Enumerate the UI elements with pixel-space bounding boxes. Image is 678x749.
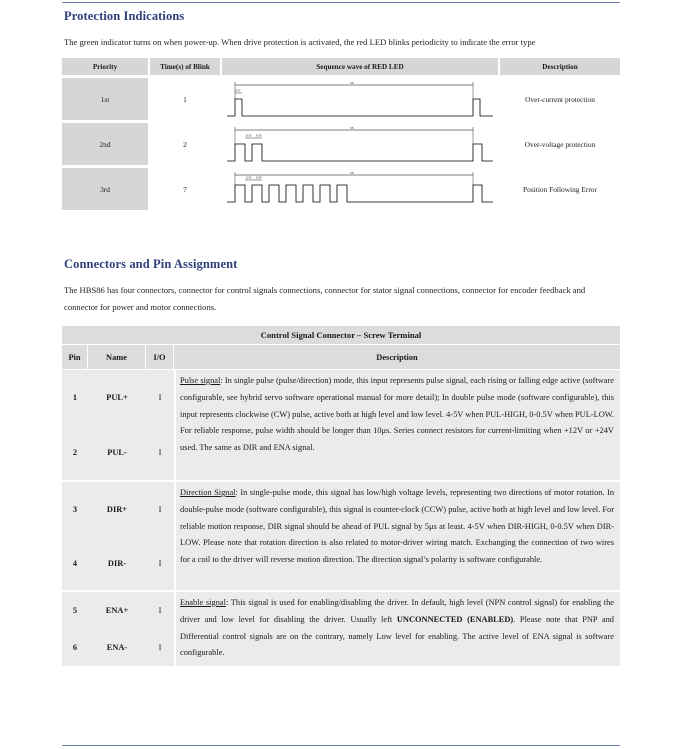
blinks-cell: 1: [150, 78, 222, 123]
pin-number: 6: [72, 643, 78, 652]
wave-pulse-label: 0.5S: [235, 88, 241, 93]
enable-unconnected-note: UNCONNECTED (ENABLED): [396, 614, 514, 624]
enable-signal-text: : This signal is used for enabling/disabling the driver. In default, high level (NPN control signal) for enabling the driver and low level for disabling the driver. Usually left: [180, 598, 614, 624]
direction-signal-group: [62, 482, 620, 590]
priority-cell: 2nd: [62, 123, 150, 168]
pin-io: I: [158, 558, 162, 568]
bottom-rule: [62, 745, 620, 746]
table-row: [62, 592, 174, 629]
pin-io: I: [158, 448, 162, 457]
wave-period-label: 5S: [350, 171, 354, 175]
pin-name: PUL-: [107, 448, 127, 457]
pin-number: 4: [72, 558, 78, 568]
wave-pulse-label: 0.5S: [246, 175, 252, 180]
pin-name: ENA+: [105, 606, 129, 615]
pulse-signal-label: Pulse signal: [180, 376, 221, 385]
header-io: I/O: [146, 345, 174, 369]
enable-signal-label: Enable signal: [180, 598, 226, 607]
description-cell: Position Following Error: [500, 168, 620, 213]
description-cell: Over-voltage protection: [500, 123, 620, 168]
direction-signal-text: : In single-pulse mode, this signal has low/high voltage levels, representing two directions of motor rotation. In double-pulse mode (software configurable), this signal is counter-clock (CCW) pulse, active both at high level and low level. For reliable motion response, DIR signal should be ahead of PUL signal by 5μs at least. 4-5V when DIR-HIGH, 0-0.5V when DIR-LOW. Please note that rotation direction is also related to motor-driver wiring match. Exchanging the connection of two wires for a coil to the driver will reverse motion direction. The direction signal’s polarity is software configurable.: [180, 488, 615, 565]
table-row: [62, 536, 174, 590]
header-description: Description: [500, 58, 620, 78]
pulse-description: [174, 370, 620, 480]
header-description: Description: [376, 352, 418, 362]
table-row: [62, 425, 174, 480]
wave-cell: [222, 168, 500, 213]
priority-cell: 3rd: [62, 168, 150, 213]
enable-signal-text-2: . Please note that PNP and Differential control signals are on the contrary, namely Low level for enabling. The active level of ENA signal is software configurable.: [180, 614, 614, 658]
table-row: [62, 370, 174, 425]
pin-name: DIR-: [107, 558, 127, 568]
header-blinks: Time(s) of Blink: [150, 58, 222, 78]
table-title: Control Signal Connector – Screw Terminal: [62, 326, 620, 344]
led-wave-2: [225, 124, 495, 164]
pin-io: I: [158, 393, 162, 402]
wave-pulse-label: 0.5S: [246, 133, 252, 138]
pin-number: 2: [72, 448, 78, 457]
table-row: [62, 629, 174, 666]
direction-description: [174, 482, 620, 590]
header-priority: Priority: [62, 58, 150, 78]
pin-number: 3: [72, 504, 78, 514]
control-signal-table: [62, 326, 620, 668]
protection-row: [62, 78, 620, 123]
pin-number: 1: [72, 393, 78, 402]
wave-period-label: 5S: [350, 81, 354, 85]
connectors-intro: The HBS86 has four connectors, connector for control signals connections, connector for stator signal connections, connector for encoder feedback and connector for power and motor connections.: [64, 285, 586, 312]
protection-table: [62, 58, 620, 213]
pulse-signal-group: [62, 370, 620, 480]
pin-io: I: [158, 643, 162, 652]
header-sequence: Sequence wave of RED LED: [222, 58, 500, 78]
enable-signal-group: [62, 592, 620, 666]
pin-name: DIR+: [106, 504, 128, 514]
direction-signal-label: Direction Signal: [180, 488, 236, 497]
table-row: [62, 482, 174, 536]
wave-pulse-label: 0.5S: [256, 175, 262, 180]
pulse-signal-text: : In single pulse (pulse/direction) mode, this input represents pulse signal, each rising or falling edge active (software configurable, see hybrid servo software operational manual for more detail); In double pulse mode (software configurable), this input represents clockwise (CW) pulse, active both at high level and low level. 4-5V when PUL-HIGH, 0-0.5V when PUL-LOW. For reliable response, pulse width should be longer than 10μs. Series connect resistors for current-limiting when +12V or +24V used. The same as DIR and ENA signal.: [180, 376, 614, 453]
header-name: Name: [88, 345, 146, 369]
section-title-connectors: Connectors and Pin Assignment: [64, 257, 238, 271]
enable-description: [174, 592, 620, 666]
wave-period-label: 5S: [350, 126, 354, 130]
protection-row: [62, 168, 620, 213]
pin-number: 5: [72, 606, 78, 615]
blinks-cell: 2: [150, 123, 222, 168]
pin-name: PUL+: [106, 393, 128, 402]
led-wave-1: [225, 79, 495, 119]
pin-name: ENA-: [106, 643, 128, 652]
wave-cell: [222, 78, 500, 123]
header-pin: Pin: [62, 345, 88, 369]
blinks-cell: 7: [150, 168, 222, 213]
led-wave-3: [225, 169, 495, 209]
protection-intro: The green indicator turns on when power-up. When drive protection is activated, the red LED blinks periodicity to indicate the error type: [64, 37, 536, 47]
protection-row: [62, 123, 620, 168]
pin-io: I: [158, 504, 162, 514]
protection-table-header: [62, 58, 620, 78]
wave-pulse-label: 0.5S: [256, 133, 262, 138]
wave-cell: [222, 123, 500, 168]
description-cell: Over-current protection: [500, 78, 620, 123]
top-rule: [62, 2, 620, 3]
priority-cell: 1st: [62, 78, 150, 123]
section-title-protection: Protection Indications: [64, 9, 185, 23]
pin-io: I: [158, 606, 162, 615]
table-header: [62, 345, 620, 369]
